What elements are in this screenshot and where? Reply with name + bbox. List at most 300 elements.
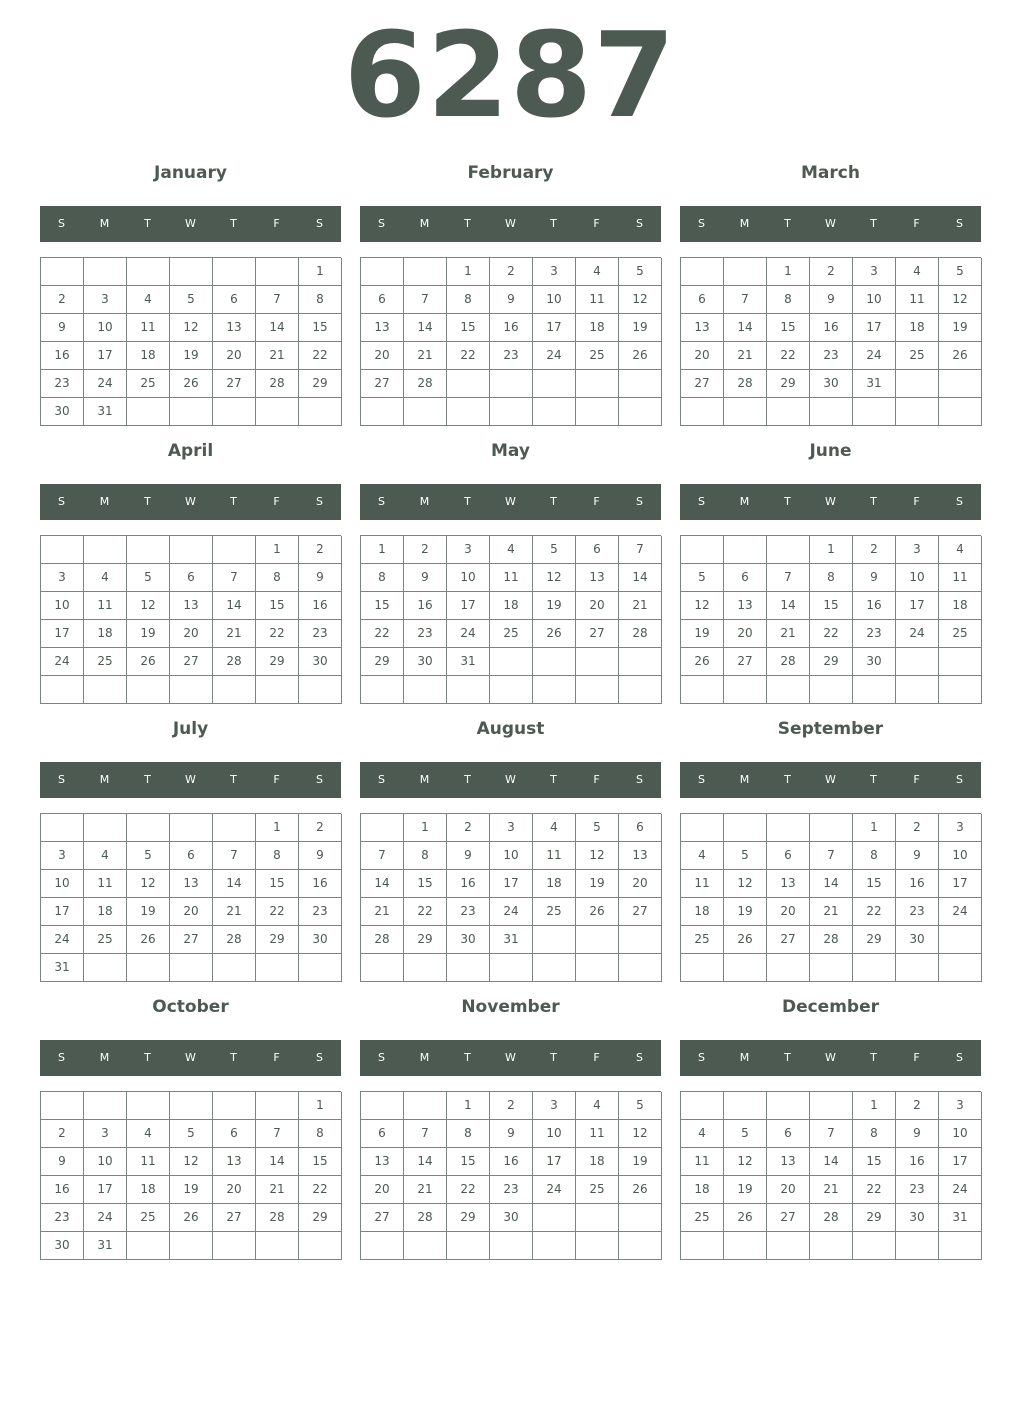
day-cell: 11	[939, 564, 982, 592]
day-cell: 8	[299, 286, 342, 314]
weekday-label: T	[784, 217, 791, 230]
weekday-label: M	[419, 773, 430, 786]
weekday-header	[360, 206, 661, 242]
weekday-label: S	[698, 217, 705, 230]
day-cell: 23	[490, 342, 533, 370]
weekday-label: M	[99, 217, 110, 230]
day-cell: 21	[767, 620, 810, 648]
day-cell: 18	[939, 592, 982, 620]
day-cell: 23	[41, 370, 84, 398]
day-cell: 24	[84, 370, 127, 398]
day-cell	[681, 1092, 724, 1120]
weekday-label: S	[956, 773, 963, 786]
day-cell	[84, 954, 127, 982]
day-cell: 15	[767, 314, 810, 342]
day-cell: 30	[810, 370, 853, 398]
day-cell: 21	[810, 898, 853, 926]
day-cell: 9	[41, 314, 84, 342]
day-cell: 25	[84, 926, 127, 954]
weekday-label: S	[698, 1051, 705, 1064]
day-cell: 23	[810, 342, 853, 370]
weekday-label: M	[99, 495, 110, 508]
day-cell: 14	[256, 314, 299, 342]
day-cell: 1	[853, 1092, 896, 1120]
weekday-label: S	[378, 1051, 385, 1064]
weekday-label: S	[636, 1051, 643, 1064]
day-cell	[576, 676, 619, 704]
day-cell: 26	[724, 1204, 767, 1232]
day-cell: 20	[576, 592, 619, 620]
day-cell: 5	[619, 258, 662, 286]
day-cell: 17	[41, 898, 84, 926]
day-cell: 4	[681, 1120, 724, 1148]
day-cell: 25	[681, 1204, 724, 1232]
day-cell: 22	[361, 620, 404, 648]
weekday-label: S	[698, 495, 705, 508]
day-cell: 15	[361, 592, 404, 620]
day-cell: 19	[619, 314, 662, 342]
day-cell: 21	[404, 342, 447, 370]
weekday-label: M	[419, 1051, 430, 1064]
day-cell: 25	[84, 648, 127, 676]
weekday-label: F	[593, 495, 600, 508]
day-cell: 7	[256, 286, 299, 314]
day-cell	[256, 676, 299, 704]
day-cell: 3	[490, 814, 533, 842]
day-cell: 10	[84, 1148, 127, 1176]
day-cell: 3	[853, 258, 896, 286]
day-cell	[939, 954, 982, 982]
day-cell: 8	[767, 286, 810, 314]
day-cell: 8	[810, 564, 853, 592]
weekday-label: W	[505, 495, 516, 508]
day-cell: 12	[619, 1120, 662, 1148]
day-cell: 9	[404, 564, 447, 592]
day-cell: 13	[724, 592, 767, 620]
day-cell: 28	[256, 1204, 299, 1232]
day-cell: 7	[724, 286, 767, 314]
day-cell	[619, 676, 662, 704]
day-cell: 29	[767, 370, 810, 398]
day-cell: 29	[853, 1204, 896, 1232]
day-cell: 13	[576, 564, 619, 592]
day-cell	[447, 398, 490, 426]
day-cell: 5	[939, 258, 982, 286]
weekday-label: F	[913, 495, 920, 508]
day-cell: 19	[127, 620, 170, 648]
day-cell: 14	[404, 314, 447, 342]
day-cell: 24	[533, 342, 576, 370]
month-name: October	[152, 997, 229, 1017]
day-cell: 21	[724, 342, 767, 370]
day-cell: 2	[299, 814, 342, 842]
day-cell	[213, 1092, 256, 1120]
day-cell: 19	[170, 1176, 213, 1204]
day-cell	[681, 258, 724, 286]
day-cell	[490, 398, 533, 426]
day-cell: 2	[490, 258, 533, 286]
month-name: March	[801, 163, 860, 183]
day-cell: 22	[447, 1176, 490, 1204]
day-cell: 9	[490, 286, 533, 314]
day-cell	[404, 398, 447, 426]
day-cell	[41, 1092, 84, 1120]
day-cell: 11	[576, 286, 619, 314]
day-cell: 17	[84, 1176, 127, 1204]
weekday-label: M	[419, 495, 430, 508]
day-cell	[84, 536, 127, 564]
day-cell: 4	[84, 564, 127, 592]
weekday-label: S	[956, 495, 963, 508]
day-cell: 6	[619, 814, 662, 842]
weekday-header	[40, 206, 341, 242]
day-cell: 3	[533, 1092, 576, 1120]
day-cell: 14	[404, 1148, 447, 1176]
weekday-label: W	[185, 217, 196, 230]
weekday-label: S	[316, 773, 323, 786]
weekday-label: F	[273, 773, 280, 786]
weekday-header	[360, 762, 661, 798]
weekday-label: T	[464, 217, 471, 230]
day-cell	[810, 814, 853, 842]
day-cell	[299, 398, 342, 426]
weekday-header	[40, 1040, 341, 1076]
day-cell: 1	[299, 258, 342, 286]
day-cell: 21	[361, 898, 404, 926]
weekday-label: T	[784, 773, 791, 786]
day-cell: 17	[939, 1148, 982, 1176]
weekday-label: S	[378, 217, 385, 230]
day-cell: 18	[896, 314, 939, 342]
day-cell: 28	[404, 1204, 447, 1232]
weekday-label: F	[913, 773, 920, 786]
day-cell: 2	[490, 1092, 533, 1120]
day-cell: 24	[853, 342, 896, 370]
day-grid	[680, 1091, 981, 1260]
day-cell	[896, 676, 939, 704]
day-cell	[404, 1232, 447, 1260]
day-cell	[767, 814, 810, 842]
weekday-label: T	[144, 495, 151, 508]
day-cell	[41, 814, 84, 842]
weekday-label: T	[550, 217, 557, 230]
day-cell: 5	[170, 1120, 213, 1148]
day-cell	[170, 398, 213, 426]
day-cell: 31	[447, 648, 490, 676]
day-cell	[404, 258, 447, 286]
day-cell	[404, 676, 447, 704]
day-cell	[810, 1232, 853, 1260]
weekday-label: S	[58, 1051, 65, 1064]
weekday-label: M	[99, 1051, 110, 1064]
day-cell: 17	[533, 314, 576, 342]
weekday-label: F	[593, 217, 600, 230]
weekday-label: S	[316, 1051, 323, 1064]
day-cell	[896, 648, 939, 676]
day-cell: 22	[447, 342, 490, 370]
day-cell: 4	[127, 1120, 170, 1148]
day-cell	[170, 536, 213, 564]
day-cell	[213, 814, 256, 842]
weekday-label: W	[825, 495, 836, 508]
day-grid	[40, 257, 341, 426]
day-cell: 24	[447, 620, 490, 648]
weekday-label: S	[698, 773, 705, 786]
day-cell: 9	[299, 842, 342, 870]
day-grid	[40, 813, 341, 982]
day-cell: 17	[84, 342, 127, 370]
weekday-label: S	[956, 1051, 963, 1064]
day-cell: 16	[299, 870, 342, 898]
day-cell: 18	[127, 342, 170, 370]
month-name: April	[167, 441, 214, 461]
day-cell: 14	[361, 870, 404, 898]
day-cell: 17	[41, 620, 84, 648]
day-cell	[724, 1232, 767, 1260]
day-cell: 10	[939, 842, 982, 870]
day-cell: 14	[213, 592, 256, 620]
day-cell	[533, 1204, 576, 1232]
day-cell	[939, 926, 982, 954]
day-cell: 21	[619, 592, 662, 620]
day-cell	[84, 814, 127, 842]
weekday-header	[680, 1040, 981, 1076]
day-cell: 17	[490, 870, 533, 898]
day-cell: 22	[767, 342, 810, 370]
day-cell	[127, 258, 170, 286]
day-cell: 14	[810, 870, 853, 898]
day-cell: 27	[681, 370, 724, 398]
day-cell: 10	[41, 592, 84, 620]
day-cell	[939, 676, 982, 704]
day-cell	[84, 676, 127, 704]
day-cell: 29	[299, 370, 342, 398]
day-cell	[767, 1092, 810, 1120]
day-cell: 29	[256, 648, 299, 676]
day-cell: 27	[724, 648, 767, 676]
month-name: November	[461, 997, 560, 1017]
day-cell: 12	[939, 286, 982, 314]
day-cell	[361, 258, 404, 286]
weekday-label: T	[144, 773, 151, 786]
day-cell: 12	[127, 592, 170, 620]
day-cell	[724, 398, 767, 426]
day-cell	[767, 676, 810, 704]
day-cell: 28	[619, 620, 662, 648]
day-cell: 7	[810, 842, 853, 870]
day-cell: 5	[724, 842, 767, 870]
day-cell: 8	[404, 842, 447, 870]
day-grid	[680, 535, 981, 704]
day-cell: 3	[533, 258, 576, 286]
day-cell: 30	[447, 926, 490, 954]
day-cell: 4	[576, 258, 619, 286]
day-cell: 30	[299, 648, 342, 676]
day-cell: 25	[576, 342, 619, 370]
day-cell: 14	[256, 1148, 299, 1176]
day-cell: 6	[170, 842, 213, 870]
day-cell: 18	[681, 898, 724, 926]
month-name: May	[491, 441, 530, 461]
day-cell: 20	[213, 342, 256, 370]
day-cell: 7	[213, 842, 256, 870]
day-cell: 22	[256, 898, 299, 926]
day-grid	[360, 1091, 661, 1260]
day-cell: 23	[404, 620, 447, 648]
weekday-label: S	[378, 773, 385, 786]
day-cell: 27	[170, 648, 213, 676]
day-cell: 4	[896, 258, 939, 286]
day-cell	[767, 398, 810, 426]
day-cell: 9	[41, 1148, 84, 1176]
weekday-header	[680, 484, 981, 520]
day-cell	[41, 258, 84, 286]
day-cell: 18	[681, 1176, 724, 1204]
day-cell: 17	[533, 1148, 576, 1176]
day-cell	[299, 676, 342, 704]
weekday-label: W	[185, 773, 196, 786]
day-cell: 30	[490, 1204, 533, 1232]
day-cell: 30	[896, 926, 939, 954]
day-cell: 2	[41, 1120, 84, 1148]
day-cell: 24	[490, 898, 533, 926]
weekday-label: T	[464, 495, 471, 508]
day-cell: 30	[41, 398, 84, 426]
day-cell: 3	[41, 564, 84, 592]
day-cell: 6	[213, 286, 256, 314]
day-cell: 4	[127, 286, 170, 314]
day-cell	[41, 536, 84, 564]
day-cell: 9	[896, 842, 939, 870]
day-cell	[619, 1204, 662, 1232]
day-cell: 21	[256, 1176, 299, 1204]
day-cell	[533, 370, 576, 398]
day-cell: 6	[767, 1120, 810, 1148]
day-cell: 5	[170, 286, 213, 314]
day-cell: 4	[84, 842, 127, 870]
year-title: 6287	[343, 6, 677, 144]
day-cell	[853, 954, 896, 982]
day-cell	[84, 1092, 127, 1120]
day-cell: 13	[361, 314, 404, 342]
day-cell: 18	[533, 870, 576, 898]
day-cell	[724, 814, 767, 842]
day-cell: 15	[447, 314, 490, 342]
day-cell: 11	[490, 564, 533, 592]
day-cell: 2	[810, 258, 853, 286]
day-cell: 3	[84, 1120, 127, 1148]
day-cell	[299, 1232, 342, 1260]
day-cell	[170, 954, 213, 982]
day-cell	[619, 926, 662, 954]
weekday-label: T	[144, 217, 151, 230]
day-cell: 31	[939, 1204, 982, 1232]
day-cell: 18	[84, 620, 127, 648]
day-cell: 23	[299, 898, 342, 926]
day-cell: 3	[41, 842, 84, 870]
day-cell: 6	[576, 536, 619, 564]
day-cell: 19	[127, 898, 170, 926]
day-cell	[256, 1232, 299, 1260]
day-cell	[767, 1232, 810, 1260]
day-cell	[361, 398, 404, 426]
day-cell: 26	[939, 342, 982, 370]
day-cell: 24	[41, 648, 84, 676]
day-cell: 3	[896, 536, 939, 564]
day-cell: 25	[576, 1176, 619, 1204]
day-cell: 20	[170, 620, 213, 648]
weekday-label: T	[550, 495, 557, 508]
day-cell	[619, 398, 662, 426]
day-cell	[810, 676, 853, 704]
day-cell	[853, 1232, 896, 1260]
day-cell: 24	[84, 1204, 127, 1232]
day-cell: 28	[361, 926, 404, 954]
day-cell: 10	[41, 870, 84, 898]
day-cell: 7	[361, 842, 404, 870]
day-cell: 6	[213, 1120, 256, 1148]
day-cell	[84, 258, 127, 286]
day-cell: 27	[213, 370, 256, 398]
day-cell: 13	[213, 314, 256, 342]
day-cell	[533, 926, 576, 954]
day-cell: 20	[213, 1176, 256, 1204]
day-cell	[724, 954, 767, 982]
day-cell: 10	[490, 842, 533, 870]
day-cell: 24	[896, 620, 939, 648]
day-cell: 24	[939, 898, 982, 926]
day-cell: 12	[170, 1148, 213, 1176]
day-grid	[360, 257, 661, 426]
day-cell: 31	[84, 1232, 127, 1260]
day-cell: 19	[724, 1176, 767, 1204]
weekday-label: T	[550, 1051, 557, 1064]
weekday-label: T	[464, 1051, 471, 1064]
day-cell: 2	[853, 536, 896, 564]
day-cell: 12	[170, 314, 213, 342]
day-cell: 6	[767, 842, 810, 870]
day-grid	[680, 813, 981, 982]
day-cell: 17	[447, 592, 490, 620]
day-cell: 30	[853, 648, 896, 676]
day-cell: 7	[213, 564, 256, 592]
day-cell: 17	[853, 314, 896, 342]
weekday-label: W	[185, 1051, 196, 1064]
day-cell	[447, 370, 490, 398]
weekday-label: S	[636, 495, 643, 508]
day-cell: 29	[299, 1204, 342, 1232]
day-cell: 12	[724, 1148, 767, 1176]
month-name: December	[781, 997, 880, 1017]
day-cell: 2	[896, 1092, 939, 1120]
weekday-label: T	[870, 773, 877, 786]
day-cell	[533, 954, 576, 982]
weekday-label: W	[185, 495, 196, 508]
day-cell	[490, 676, 533, 704]
day-cell: 12	[533, 564, 576, 592]
day-cell: 21	[213, 898, 256, 926]
day-cell: 11	[533, 842, 576, 870]
weekday-label: T	[144, 1051, 151, 1064]
day-cell: 29	[447, 1204, 490, 1232]
day-cell: 22	[256, 620, 299, 648]
day-cell	[256, 1092, 299, 1120]
day-cell: 15	[256, 870, 299, 898]
day-cell: 27	[619, 898, 662, 926]
weekday-label: T	[784, 1051, 791, 1064]
weekday-label: W	[825, 1051, 836, 1064]
day-cell: 3	[939, 1092, 982, 1120]
